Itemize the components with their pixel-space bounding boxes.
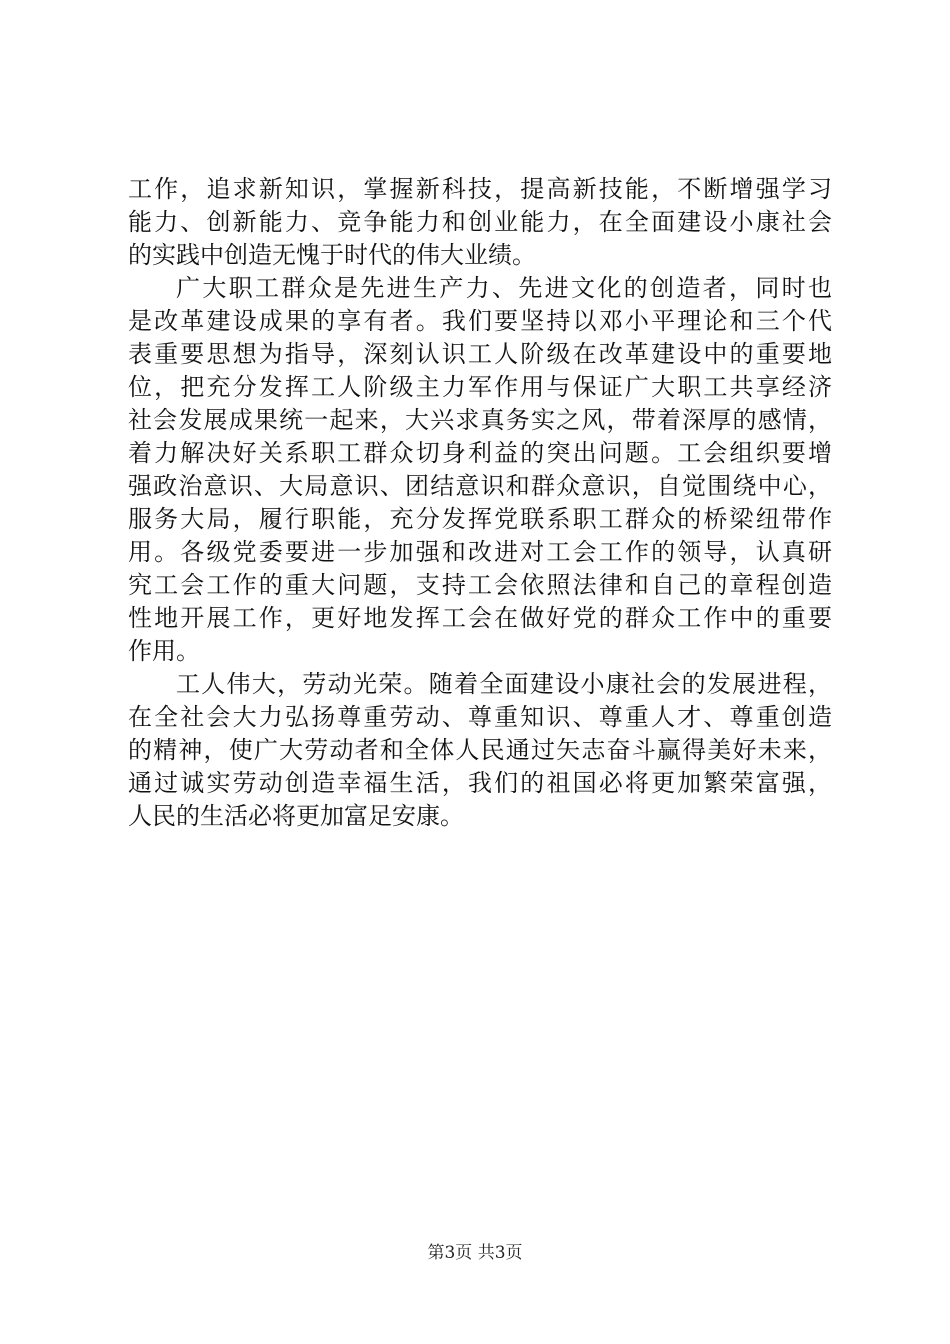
text-line: 的精神，使广大劳动者和全体人民通过矢志奋斗赢得美好未来，: [128, 736, 832, 764]
text-line: 强政治意识、大局意识、团结意识和群众意识，自觉围绕中心，: [128, 472, 832, 500]
text-line: 工人伟大，劳动光荣。随着全面建设小康社会的发展进程，: [176, 670, 832, 698]
paragraph-1: [128, 173, 832, 272]
text-line: 广大职工群众是先进生产力、先进文化的创造者，同时也: [176, 274, 832, 302]
text-line: 人民的生活必将更加富足安康。: [128, 802, 464, 830]
paragraph-3: [128, 668, 832, 833]
text-line: 着力解决好关系职工群众切身利益的突出问题。工会组织要增: [128, 439, 832, 467]
text-line: 表重要思想为指导，深刻认识工人阶级在改革建设中的重要地: [128, 340, 832, 368]
page-number-footer: 第3页 共3页: [427, 1243, 523, 1263]
text-line: 服务大局，履行职能，充分发挥党联系职工群众的桥梁纽带作: [128, 505, 832, 533]
text-line: 位，把充分发挥工人阶级主力军作用与保证广大职工共享经济: [128, 373, 832, 401]
text-line: 的实践中创造无愧于时代的伟大业绩。: [128, 241, 536, 269]
text-line: 能力、创新能力、竞争能力和创业能力，在全面建设小康社会: [128, 208, 832, 236]
paragraph-2: [128, 272, 832, 668]
document-body: [128, 173, 832, 833]
text-line: 社会发展成果统一起来，大兴求真务实之风，带着深厚的感情，: [128, 406, 832, 434]
text-line: 究工会工作的重大问题，支持工会依照法律和自己的章程创造: [128, 571, 832, 599]
text-line: 用。各级党委要进一步加强和改进对工会工作的领导，认真研: [128, 538, 832, 566]
text-line: 性地开展工作，更好地发挥工会在做好党的群众工作中的重要: [128, 604, 832, 632]
text-line: 作用。: [128, 637, 200, 665]
text-line: 通过诚实劳动创造幸福生活，我们的祖国必将更加繁荣富强，: [128, 769, 832, 797]
text-line: 在全社会大力弘扬尊重劳动、尊重知识、尊重人才、尊重创造: [128, 703, 832, 731]
text-line: 工作，追求新知识，掌握新科技，提高新技能，不断增强学习: [128, 175, 832, 203]
text-line: 是改革建设成果的享有者。我们要坚持以邓小平理论和三个代: [128, 307, 832, 335]
